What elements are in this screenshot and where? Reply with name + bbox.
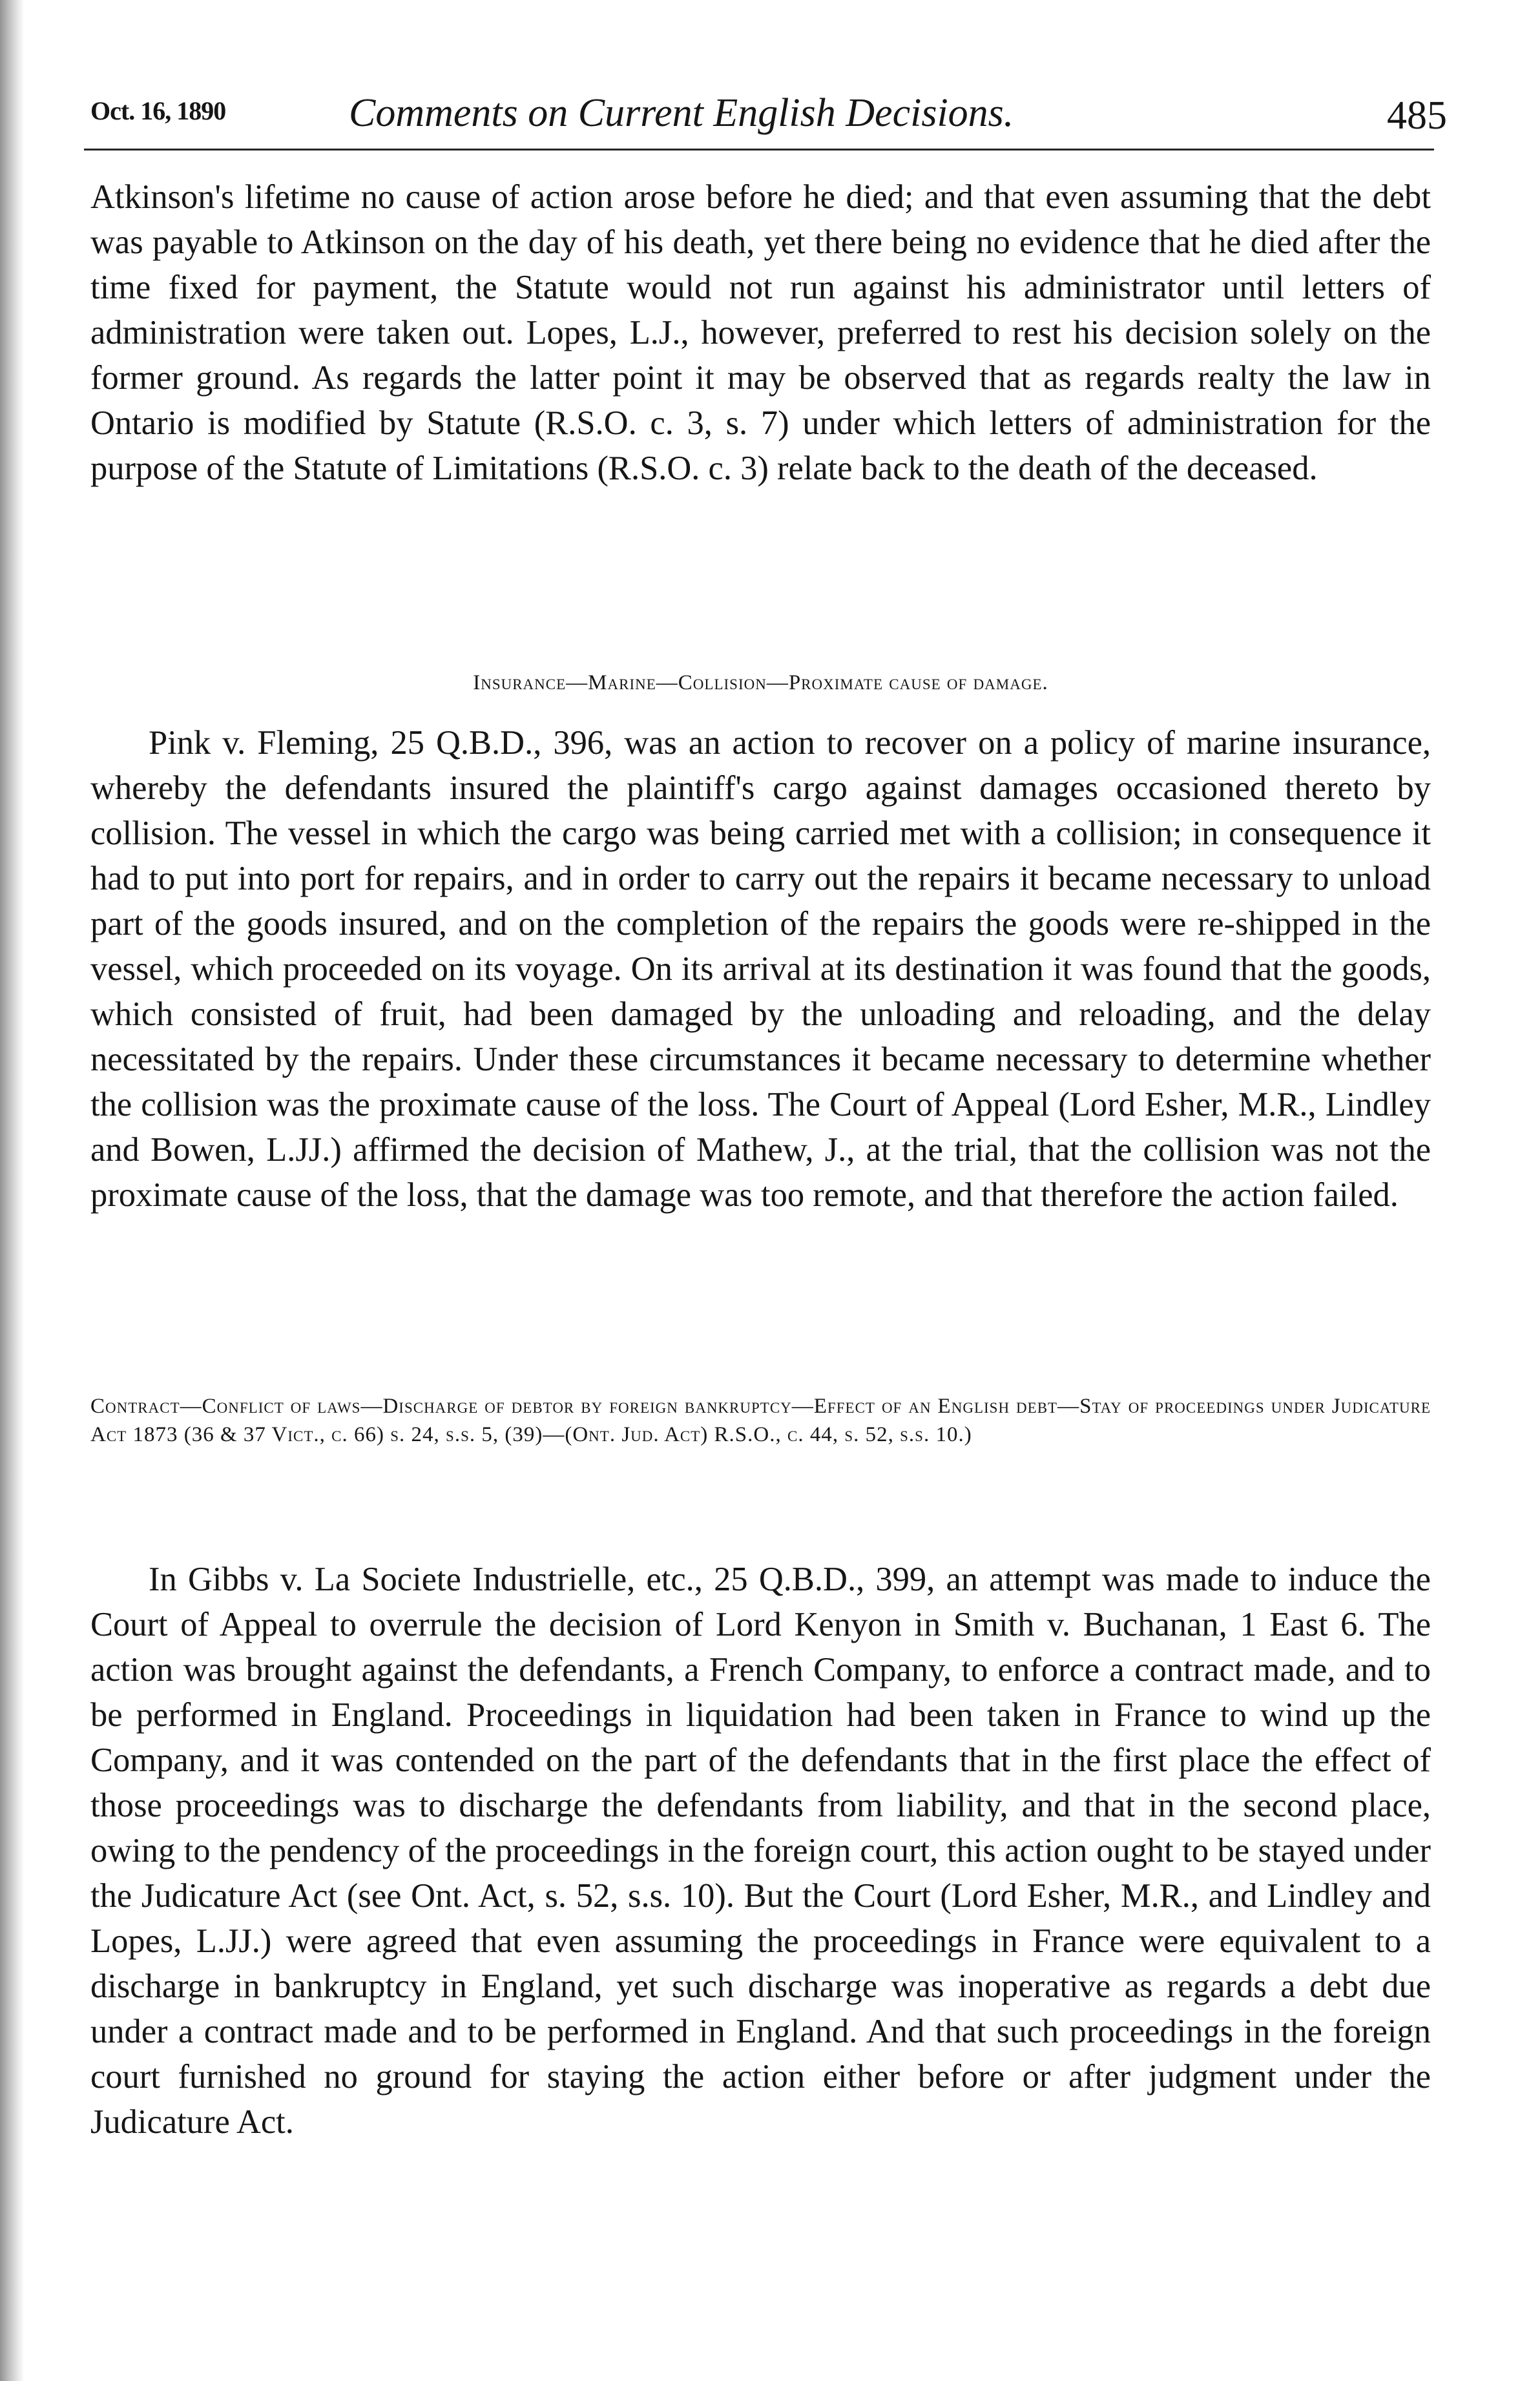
page-number: 485 bbox=[1387, 94, 1447, 138]
continued-case-text bbox=[90, 174, 1431, 491]
case-pink-v-fleming bbox=[90, 720, 1431, 1218]
running-head bbox=[71, 71, 1447, 168]
header-rule bbox=[84, 149, 1434, 151]
case-gibbs-v-societe bbox=[90, 1557, 1431, 2145]
section-heading-insurance: Insurance—Marine—Collision—Proximate cause of damage. bbox=[473, 671, 1048, 694]
header-title: Comments on Current English Decisions. bbox=[349, 91, 1014, 135]
header-date: Oct. 16, 1890 bbox=[90, 96, 226, 125]
page bbox=[71, 71, 1447, 2313]
paragraph: Pink v. Fleming, 25 Q.B.D., 396, was an action to recover on a policy of marine insurance, whereby the defendants insured the plaintiff's cargo against damages occasioned thereto by collision. The vessel in which the cargo was being carried met with a collision; in consequence it had to put into port for repairs, and in order to carry out the repairs it became necessary to unload part of the goods insured, and on the completion of the repairs the goods were re-shipped in the vessel, which proceeded on its voyage. On its arrival at its destination it was found that the goods, which consisted of fruit, had been damaged by the unloading and reloading, and the delay necessitated by the repairs. Under these circumstances it became necessary to determine whether the collision was the proximate cause of the loss. The Court of Appeal (Lord Esher, M.R., Lindley and Bowen, L.JJ.) affirmed the decision of Mathew, J., at the trial, that the collision was not the proximate cause of the loss, that the damage was too remote, and that therefore the action failed. bbox=[90, 724, 1431, 1214]
scan-shadow bbox=[0, 0, 25, 2381]
paragraph: In Gibbs v. La Societe Industrielle, etc., 25 Q.B.D., 399, an attempt was made to induce the Court of Appeal to overrule the decision of Lord Kenyon in Smith v. Buchanan, 1 East 6. The action was brought against the defendants, a French Company, to enforce a contract made, and to be performed in England. Proceedings in liquidation had been taken in France to wind up the Company, and it was contended on the part of the defendants that in the first place the effect of those proceedings was to discharge the defendants from liability, and that in the second place, owing to the pendency of the proceedings in the foreign court, this action ought to be stayed under the Judicature Act (see Ont. Act, s. 52, s.s. 10). But the Court (Lord Esher, M.R., and Lindley and Lopes, L.JJ.) were agreed that even assuming the proceedings in France were equivalent to a discharge in bankruptcy in England, yet such discharge was inoperative as regards a debt due under a contract made and to be performed in England. And that such proceedings in the foreign court furnished no ground for staying the action either before or after judgment under the Judicature Act. bbox=[90, 1561, 1431, 2141]
paragraph: Atkinson's lifetime no cause of action arose before he died; and that even assuming that the debt was payable to Atkinson on the day of his death, yet there being no evidence that he died after the time fixed for payment, the Statute would not run against his administrator until letters of administration were taken out. Lopes, L.J., however, preferred to rest his decision solely on the former ground. As regards the latter point it may be observed that as regards realty the law in Ontario is modified by Statute (R.S.O. c. 3, s. 7) under which letters of administration for the purpose of the Statute of Limitations (R.S.O. c. 3) relate back to the death of the deceased. bbox=[90, 178, 1431, 487]
section-heading-contract: Contract—Conflict of laws—Discharge of debtor by foreign bankruptcy—Effect of an English debt—Stay of proceedings under Judicature Act 1873 (36 & 37 Vict., c. 66) s. 24, s.s. 5, (39)—(Ont. Jud. Act) R.S.O., c. 44, s. 52, s.s. 10.) bbox=[90, 1395, 1431, 1446]
